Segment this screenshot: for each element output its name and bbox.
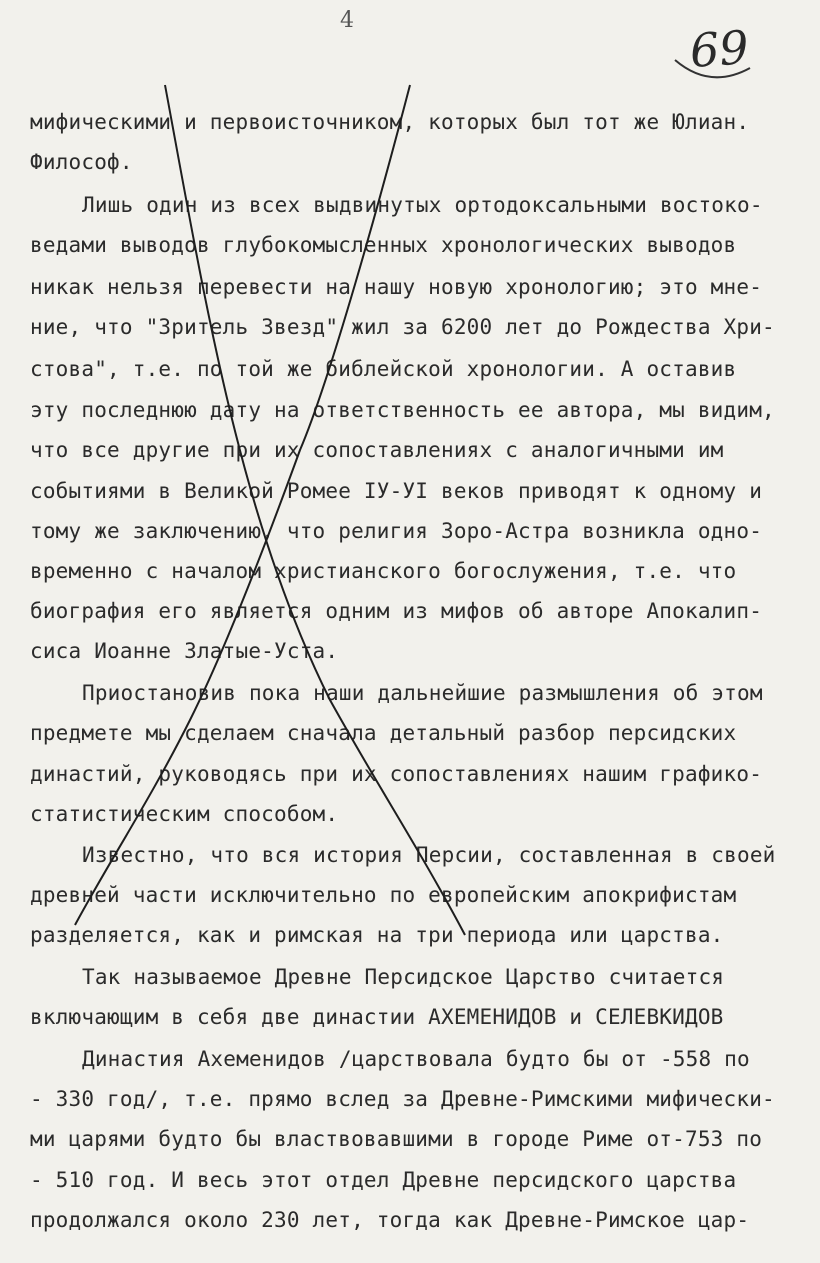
typed-page-number: 4	[340, 8, 354, 33]
text-line: сиса Иоанне Златые-Уста.	[30, 639, 339, 663]
text-line: Династия Ахеменидов /царствовала будто бы от -558 по	[82, 1047, 750, 1071]
text-line: Лишь один из всех выдвинутых ортодоксальными востоко-	[82, 193, 763, 217]
handwritten-folio-number: 69	[688, 20, 751, 78]
text-line: ние, что "Зритель Звезд" жил за 6200 лет до Рождества Хри-	[30, 315, 775, 339]
text-line: предмете мы сделаем сначала детальный разбор персидских	[30, 721, 737, 745]
text-line: событиями в Великой Ромее IУ-УI веков приводят к одному и	[30, 479, 763, 503]
text-line: Так называемое Древне Персидское Царство считается	[82, 965, 725, 989]
text-line: ми царями будто бы властвовавшими в городе Риме от-753 по	[30, 1127, 763, 1151]
text-line: древней части исключительно по европейским апокрифистам	[30, 883, 737, 907]
text-line: никак нельзя перевести на нашу новую хронологию; это мне-	[30, 275, 763, 299]
text-line: разделяется, как и римская на три периода или царства.	[30, 923, 724, 947]
text-line: ведами выводов глубокомысленных хронологических выводов	[30, 233, 737, 257]
text-line: - 510 год. И весь этот отдел Древне персидского царства	[30, 1168, 737, 1192]
text-line: мифическими и первоисточником, которых был тот же Юлиан.	[30, 110, 750, 134]
text-line: эту последнюю дату на ответственность ее автора, мы видим,	[30, 398, 775, 422]
text-line: династий, руководясь при их сопоставлениях нашим графико-	[30, 762, 763, 786]
text-line: - 330 год/, т.е. прямо вслед за Древне-Римскими мифически-	[30, 1087, 775, 1111]
text-line: стова", т.е. по той же библейской хронологии. А оставив	[30, 357, 737, 381]
text-line: тому же заключению, что религия Зоро-Астра возникла одно-	[30, 519, 763, 543]
text-line: что все другие при их сопоставлениях с аналогичными им	[30, 438, 724, 462]
text-line: биография его является одним из мифов об авторе Апокалип-	[30, 599, 763, 623]
text-line: временно с началом христианского богослужения, т.е. что	[30, 559, 737, 583]
text-line: продолжался около 230 лет, тогда как Древне-Римское цар-	[30, 1208, 750, 1232]
text-line: Приостановив пока наши дальнейшие размышления об этом	[82, 681, 763, 705]
folio-underline-stroke	[670, 50, 760, 90]
text-line: включающим в себя две династии АХЕМЕНИДОВ и СЕЛЕВКИДОВ	[30, 1005, 724, 1029]
text-line: Известно, что вся история Персии, составленная в своей	[82, 843, 776, 867]
text-line: статистическим способом.	[30, 802, 339, 826]
text-line: Философ.	[30, 150, 133, 174]
